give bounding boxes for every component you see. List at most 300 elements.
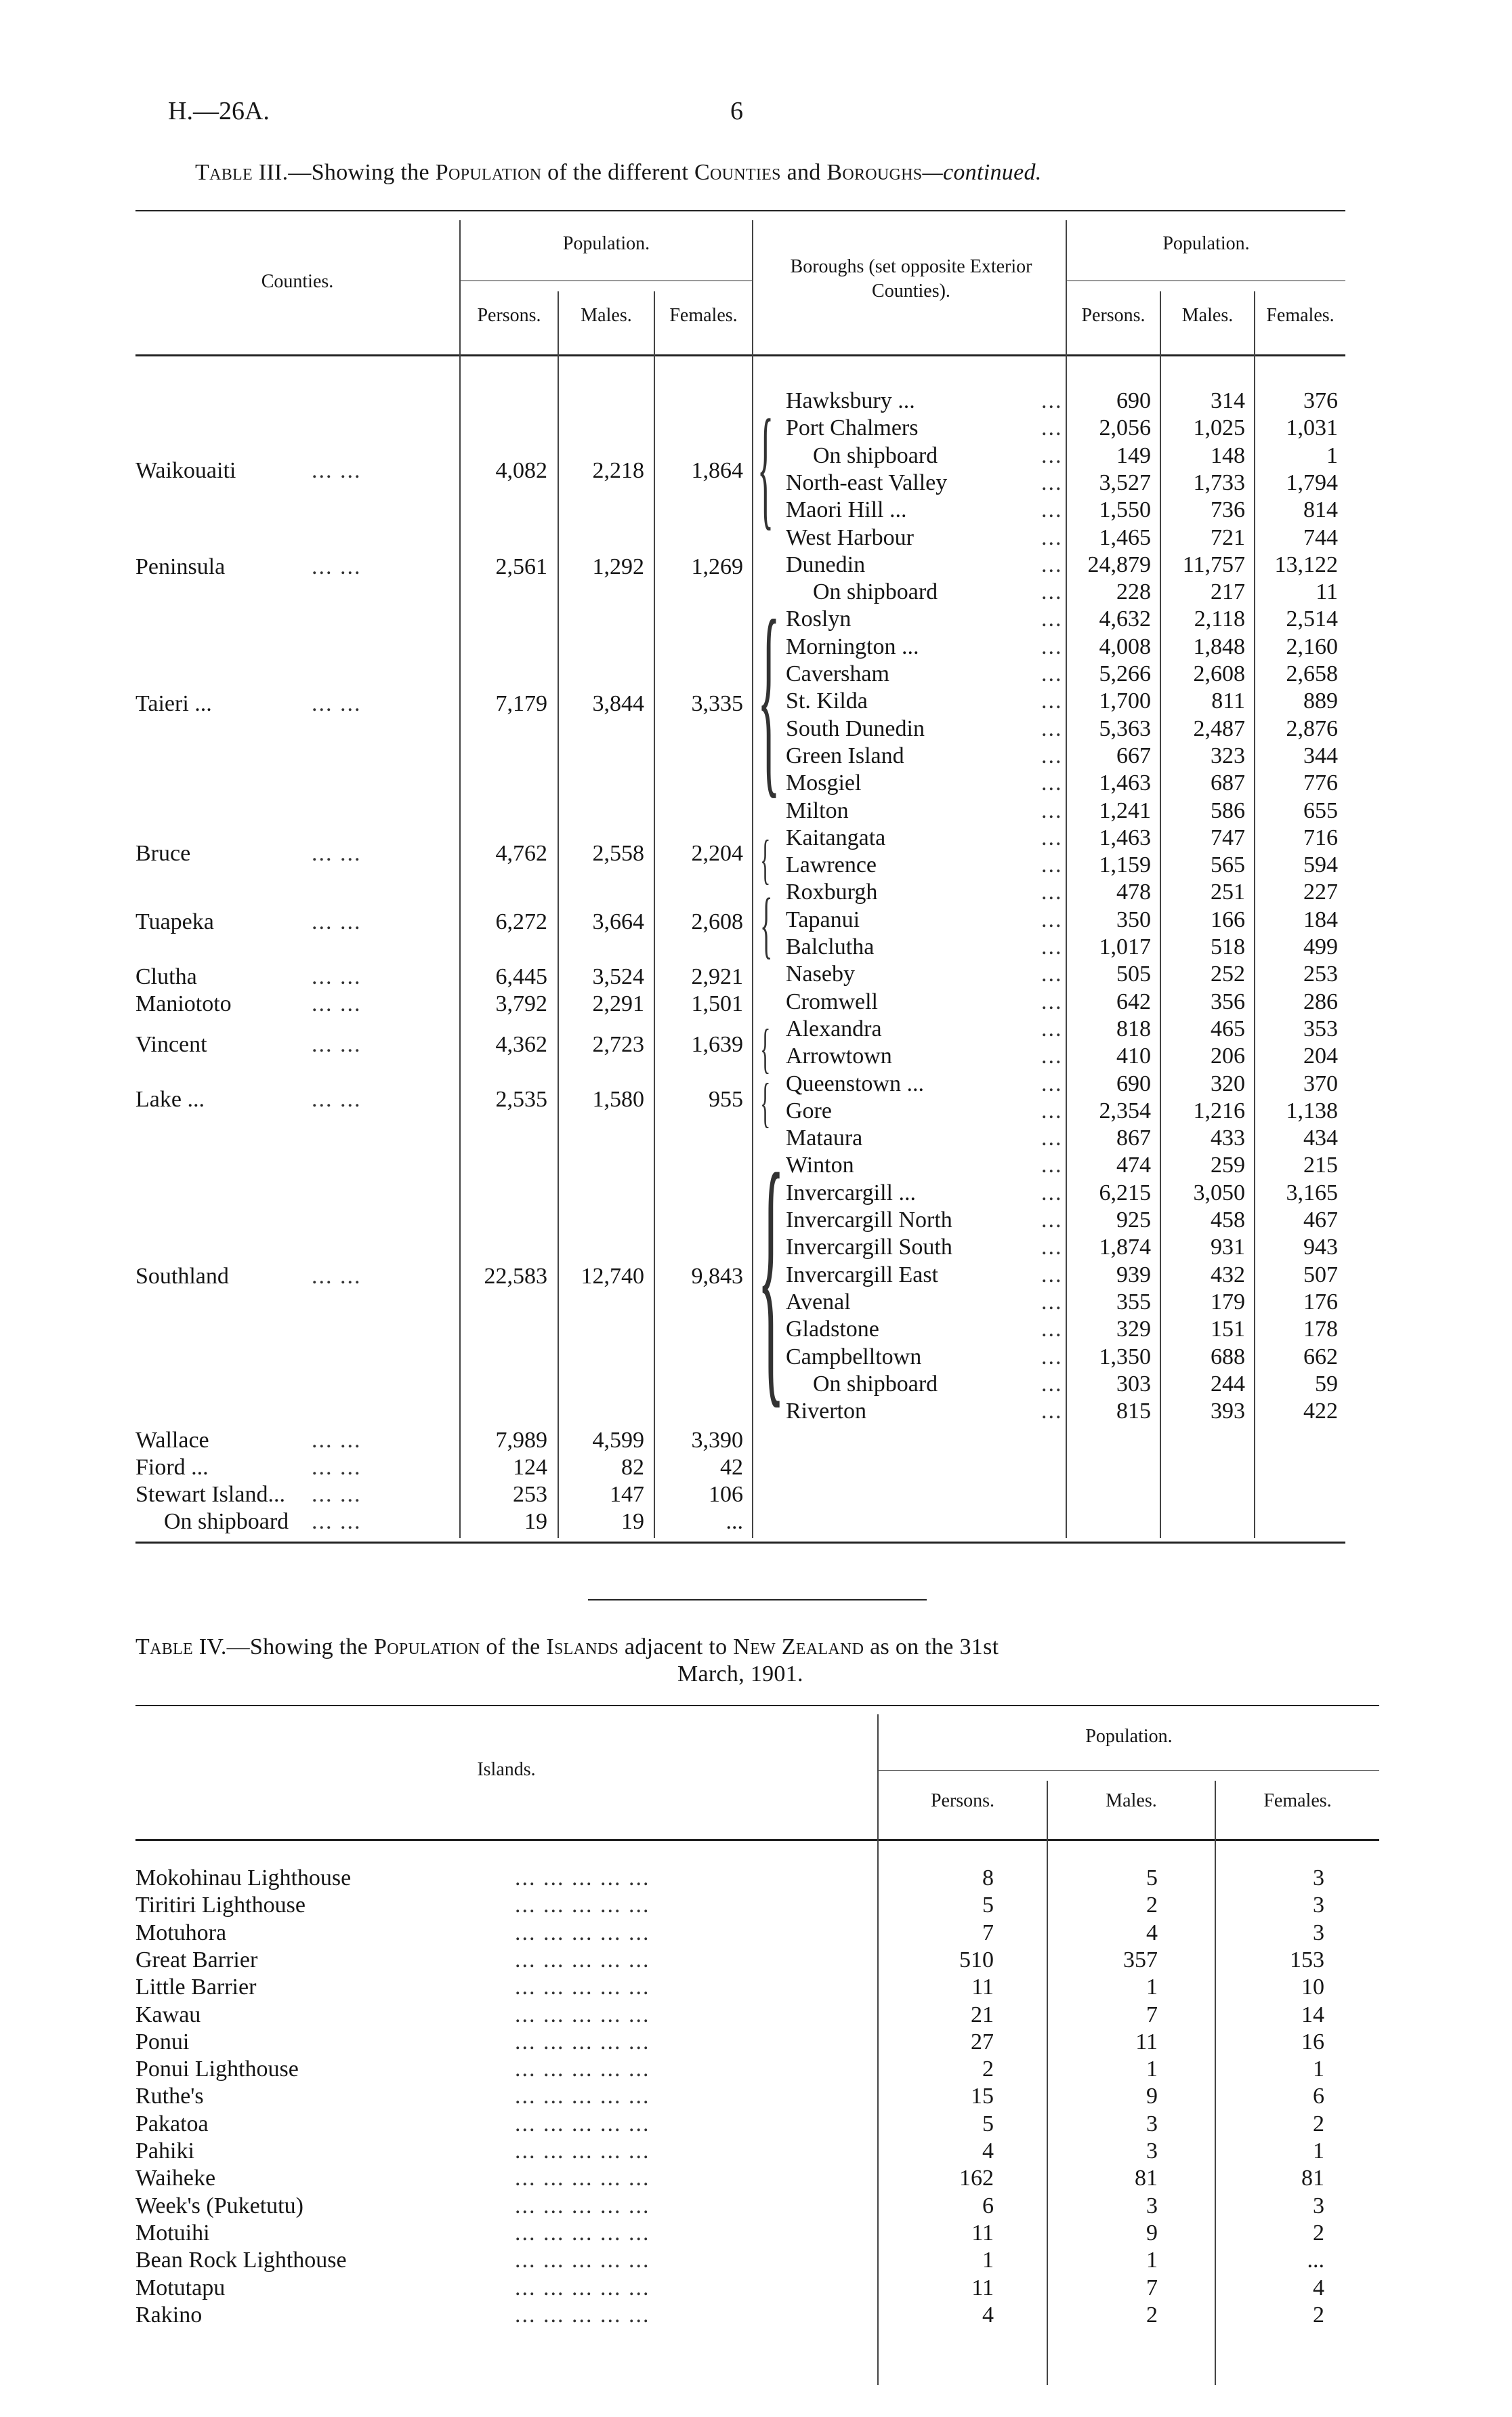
borough-males: 721 xyxy=(1211,525,1245,550)
borough-males: 736 xyxy=(1211,497,1245,522)
island-males: 3 xyxy=(1146,2111,1158,2136)
county-name: Maniototo xyxy=(135,991,232,1016)
leader-dots: ... xyxy=(1041,415,1063,440)
island-females: 3 xyxy=(1313,1865,1324,1891)
island-persons: 162 xyxy=(959,2166,994,2191)
county-row xyxy=(0,1508,752,1535)
county-males: 2,558 xyxy=(592,841,644,866)
borough-row xyxy=(0,1234,1348,1261)
borough-name: South Dunedin xyxy=(786,716,925,741)
island-row xyxy=(0,2029,1379,2056)
borough-males: 166 xyxy=(1211,907,1245,932)
island-females: 3 xyxy=(1313,2193,1324,2218)
borough-row xyxy=(0,1016,1348,1043)
county-name: Taieri ... xyxy=(135,691,212,716)
leader-dots: ... ... ... ... ... xyxy=(515,1975,650,2000)
island-row xyxy=(0,1947,1379,1974)
borough-females: 716 xyxy=(1303,825,1338,850)
island-row xyxy=(0,2193,1379,2220)
county-females: 2,204 xyxy=(691,841,743,866)
island-name: Ponui xyxy=(135,2029,190,2054)
borough-males: 179 xyxy=(1211,1289,1245,1315)
leader-dots: ... ... xyxy=(312,554,362,579)
leader-dots: ... ... xyxy=(312,841,362,866)
borough-females: 59 xyxy=(1315,1371,1338,1397)
col-females-counties: Females. xyxy=(669,305,738,326)
island-name: Motuihi xyxy=(135,2220,210,2246)
borough-persons: 350 xyxy=(1116,907,1151,932)
borough-persons: 690 xyxy=(1116,388,1151,413)
leader-dots: ... ... ... ... ... xyxy=(515,2111,650,2136)
borough-males: 2,118 xyxy=(1194,606,1245,632)
island-females: 3 xyxy=(1313,1920,1324,1945)
borough-females: 1,031 xyxy=(1286,415,1338,440)
col-persons-boroughs: Persons. xyxy=(1081,305,1146,326)
borough-persons: 939 xyxy=(1116,1262,1151,1287)
col-counties: Counties. xyxy=(261,271,334,292)
borough-females: 344 xyxy=(1303,743,1338,768)
leader-dots: ... xyxy=(1041,470,1063,495)
borough-persons: 4,632 xyxy=(1099,606,1151,632)
leader-dots: ... xyxy=(1041,1207,1063,1233)
borough-row xyxy=(0,497,1348,524)
county-persons: 253 xyxy=(513,1482,547,1507)
borough-persons: 4,008 xyxy=(1099,634,1151,659)
island-females: 10 xyxy=(1301,1975,1324,2000)
borough-males: 217 xyxy=(1211,579,1245,604)
leader-dots: ... ... ... ... ... xyxy=(515,2139,650,2164)
county-name: On shipboard xyxy=(164,1509,289,1534)
leader-dots: ... xyxy=(1041,1289,1063,1315)
borough-females: 744 xyxy=(1303,525,1338,550)
island-persons: 7 xyxy=(982,1920,994,1945)
borough-persons: 149 xyxy=(1116,443,1151,468)
leader-dots: ... ... xyxy=(312,909,362,934)
county-name: Vincent xyxy=(135,1032,207,1057)
table4-title: Table IV.—Showing the Population of the Islands adjacent to New Zealand as on the 31st xyxy=(135,1634,999,1659)
island-name: Ruthe's xyxy=(135,2084,204,2109)
county-males: 3,664 xyxy=(592,909,644,934)
county-females: 9,843 xyxy=(691,1264,743,1289)
island-name: Rakino xyxy=(135,2302,203,2328)
borough-row xyxy=(0,1180,1348,1207)
borough-persons: 1,017 xyxy=(1099,934,1151,959)
borough-name: Invercargill ... xyxy=(786,1180,916,1205)
borough-name: Dunedin xyxy=(786,552,866,577)
leader-dots: ... xyxy=(1041,552,1063,577)
borough-females: 227 xyxy=(1303,880,1338,905)
borough-males: 518 xyxy=(1211,934,1245,959)
borough-females: 2,658 xyxy=(1286,661,1338,686)
island-name: Ponui Lighthouse xyxy=(135,2057,299,2082)
leader-dots: ... ... xyxy=(312,1264,362,1289)
leader-dots: ... xyxy=(1041,907,1063,932)
island-males: 2 xyxy=(1146,1893,1158,1918)
county-row xyxy=(0,1481,752,1508)
borough-name: Alexandra xyxy=(786,1016,882,1041)
leader-dots: ... xyxy=(1041,388,1063,413)
county-name: Fiord ... xyxy=(135,1455,209,1480)
borough-females: 253 xyxy=(1303,962,1338,987)
leader-dots: ... xyxy=(1041,525,1063,550)
leader-dots: ... ... ... ... ... xyxy=(515,2248,650,2273)
borough-males: 3,050 xyxy=(1193,1180,1245,1205)
county-males: 2,291 xyxy=(592,991,644,1016)
borough-females: 376 xyxy=(1303,388,1338,413)
borough-persons: 1,350 xyxy=(1099,1344,1151,1369)
borough-name: Avenal xyxy=(786,1289,851,1315)
borough-males: 586 xyxy=(1211,798,1245,823)
borough-males: 432 xyxy=(1211,1262,1245,1287)
col-females-islands: Females. xyxy=(1263,1790,1332,1811)
island-males: 3 xyxy=(1146,2139,1158,2164)
island-females: 4 xyxy=(1313,2275,1324,2300)
leader-dots: ... xyxy=(1041,634,1063,659)
borough-females: 370 xyxy=(1303,1071,1338,1096)
borough-name: Roxburgh xyxy=(786,880,878,905)
leader-dots: ... xyxy=(1041,1153,1063,1178)
island-persons: 21 xyxy=(971,2002,994,2027)
borough-name: Balclutha xyxy=(786,934,875,959)
island-name: Little Barrier xyxy=(135,1975,257,2000)
island-row xyxy=(0,2275,1379,2302)
leader-dots: ... xyxy=(1041,688,1063,714)
borough-males: 251 xyxy=(1211,880,1245,905)
island-females: 81 xyxy=(1301,2166,1324,2191)
col-islands: Islands. xyxy=(477,1759,536,1780)
leader-dots: ... ... ... ... ... xyxy=(515,2029,650,2054)
county-persons: 22,583 xyxy=(484,1264,547,1289)
county-females: 42 xyxy=(720,1455,743,1480)
island-females: 2 xyxy=(1313,2302,1324,2328)
borough-name: Campbelltown xyxy=(786,1344,922,1369)
borough-name: Hawksbury ... xyxy=(786,388,915,413)
island-males: 5 xyxy=(1146,1865,1158,1891)
borough-name: Winton xyxy=(786,1153,854,1178)
county-males: 1,292 xyxy=(592,554,644,579)
borough-row xyxy=(0,825,1348,852)
borough-row xyxy=(0,1098,1348,1125)
borough-persons: 1,241 xyxy=(1099,798,1151,823)
borough-persons: 474 xyxy=(1116,1153,1151,1178)
county-females: 1,269 xyxy=(691,554,743,579)
borough-females: 178 xyxy=(1303,1317,1338,1342)
county-males: 2,218 xyxy=(592,458,644,483)
island-name: Week's (Puketutu) xyxy=(135,2193,303,2218)
borough-persons: 867 xyxy=(1116,1125,1151,1151)
island-persons: 5 xyxy=(982,2111,994,2136)
island-row xyxy=(0,2302,1379,2329)
county-males: 12,740 xyxy=(581,1264,644,1289)
county-males: 19 xyxy=(621,1509,644,1534)
borough-females: 184 xyxy=(1303,907,1338,932)
leader-dots: ... ... ... ... ... xyxy=(515,2166,650,2191)
county-persons: 6,272 xyxy=(495,909,547,934)
borough-name: Lawrence xyxy=(786,852,877,877)
borough-males: 688 xyxy=(1211,1344,1245,1369)
borough-males: 433 xyxy=(1211,1125,1245,1151)
borough-row xyxy=(0,770,1348,797)
island-row xyxy=(0,2220,1379,2247)
borough-name: Naseby xyxy=(786,962,855,987)
borough-males: 1,733 xyxy=(1193,470,1245,495)
leader-dots: ... xyxy=(1041,1317,1063,1342)
county-females: 955 xyxy=(709,1087,743,1112)
borough-name: Roslyn xyxy=(786,606,852,632)
borough-name: Invercargill South xyxy=(786,1235,952,1260)
borough-females: 1,794 xyxy=(1286,470,1338,495)
borough-persons: 6,215 xyxy=(1099,1180,1151,1205)
leader-dots: ... ... ... ... ... xyxy=(515,1920,650,1945)
leader-dots: ... xyxy=(1041,1344,1063,1369)
borough-males: 458 xyxy=(1211,1207,1245,1233)
borough-name: Cromwell xyxy=(786,989,878,1014)
borough-persons: 642 xyxy=(1116,989,1151,1014)
borough-males: 2,487 xyxy=(1193,716,1245,741)
brace-southland: { xyxy=(757,1116,785,1431)
county-name: Southland xyxy=(135,1264,229,1289)
borough-persons: 1,465 xyxy=(1099,525,1151,550)
island-persons: 8 xyxy=(982,1865,994,1891)
island-name: Motutapu xyxy=(135,2275,226,2300)
island-name: Kawau xyxy=(135,2002,201,2027)
island-males: 357 xyxy=(1123,1947,1158,1972)
borough-females: 1 xyxy=(1326,443,1338,468)
borough-females: 176 xyxy=(1303,1289,1338,1315)
county-persons: 124 xyxy=(513,1455,547,1480)
borough-persons: 1,874 xyxy=(1099,1235,1151,1260)
island-males: 1 xyxy=(1146,2057,1158,2082)
borough-persons: 24,879 xyxy=(1087,552,1151,577)
borough-males: 747 xyxy=(1211,825,1245,850)
borough-row xyxy=(0,1371,1348,1398)
island-males: 9 xyxy=(1146,2084,1158,2109)
col-population-islands: Population. xyxy=(1085,1726,1173,1747)
island-row xyxy=(0,1974,1379,2001)
borough-row xyxy=(0,1262,1348,1289)
leader-dots: ... ... ... ... ... xyxy=(515,1893,650,1918)
island-females: 2 xyxy=(1313,2111,1324,2136)
col-population-counties: Population. xyxy=(562,233,650,254)
borough-females: 286 xyxy=(1303,989,1338,1014)
borough-persons: 1,463 xyxy=(1099,770,1151,796)
borough-females: 814 xyxy=(1303,497,1338,522)
leader-dots: ... xyxy=(1041,1399,1063,1424)
leader-dots: ... xyxy=(1041,716,1063,741)
borough-row xyxy=(0,879,1348,906)
borough-row xyxy=(0,524,1348,552)
borough-persons: 2,056 xyxy=(1099,415,1151,440)
island-females: 2 xyxy=(1313,2220,1324,2246)
county-persons: 2,561 xyxy=(495,554,547,579)
island-persons: 5 xyxy=(982,1893,994,1918)
leader-dots: ... ... xyxy=(312,1032,362,1057)
borough-females: 1,138 xyxy=(1286,1098,1338,1123)
brace-lake: { xyxy=(760,1073,771,1133)
leader-dots: ... xyxy=(1041,579,1063,604)
county-name: Stewart Island... xyxy=(135,1482,285,1507)
borough-persons: 5,266 xyxy=(1099,661,1151,686)
island-row xyxy=(0,2111,1379,2138)
borough-males: 1,025 xyxy=(1193,415,1245,440)
borough-row xyxy=(0,961,1348,988)
leader-dots: ... xyxy=(1041,497,1063,522)
borough-persons: 1,159 xyxy=(1099,852,1151,877)
island-males: 7 xyxy=(1146,2002,1158,2027)
borough-females: 2,160 xyxy=(1286,634,1338,659)
leader-dots: ... xyxy=(1041,1044,1063,1069)
island-males: 11 xyxy=(1135,2029,1158,2054)
county-row xyxy=(0,1427,752,1454)
borough-females: 467 xyxy=(1303,1207,1338,1233)
borough-males: 148 xyxy=(1211,443,1245,468)
borough-row xyxy=(0,388,1348,415)
borough-males: 931 xyxy=(1211,1235,1245,1260)
borough-row xyxy=(0,798,1348,825)
col-males-islands: Males. xyxy=(1106,1790,1157,1811)
borough-row xyxy=(0,1125,1348,1152)
island-row xyxy=(0,2247,1379,2274)
leader-dots: ... ... xyxy=(312,691,362,716)
borough-males: 2,608 xyxy=(1193,661,1245,686)
leader-dots: ... ... ... ... ... xyxy=(515,1865,650,1891)
island-males: 81 xyxy=(1135,2166,1158,2191)
island-name: Pahiki xyxy=(135,2139,194,2164)
leader-dots: ... ... xyxy=(312,1509,362,1534)
borough-row xyxy=(0,442,1348,470)
borough-persons: 329 xyxy=(1116,1317,1151,1342)
col-males-counties: Males. xyxy=(581,305,632,326)
island-females: 1 xyxy=(1313,2057,1324,2082)
leader-dots: ... ... ... ... ... xyxy=(515,1947,650,1972)
borough-males: 320 xyxy=(1211,1071,1245,1096)
county-persons: 4,082 xyxy=(495,458,547,483)
borough-females: 422 xyxy=(1303,1399,1338,1424)
county-males: 2,723 xyxy=(592,1032,644,1057)
borough-name: Gladstone xyxy=(786,1317,879,1342)
county-males: 4,599 xyxy=(592,1428,644,1453)
borough-row xyxy=(0,688,1348,715)
county-name: Waikouaiti xyxy=(135,458,236,483)
borough-females: 499 xyxy=(1303,934,1338,959)
borough-persons: 505 xyxy=(1116,962,1151,987)
borough-males: 687 xyxy=(1211,770,1245,796)
leader-dots: ... xyxy=(1041,962,1063,987)
leader-dots: ... xyxy=(1041,1125,1063,1151)
brace-vincent: { xyxy=(760,1019,771,1079)
borough-name: St. Kilda xyxy=(786,688,868,714)
borough-name: Mataura xyxy=(786,1125,863,1151)
borough-males: 314 xyxy=(1211,388,1245,413)
borough-row xyxy=(0,716,1348,743)
county-persons: 19 xyxy=(524,1509,547,1534)
borough-females: 507 xyxy=(1303,1262,1338,1287)
island-row xyxy=(0,2056,1379,2083)
borough-persons: 228 xyxy=(1116,579,1151,604)
col-persons-islands: Persons. xyxy=(930,1790,995,1811)
borough-name: Caversham xyxy=(786,661,889,686)
borough-row xyxy=(0,1043,1348,1070)
island-persons: 1 xyxy=(982,2248,994,2273)
leader-dots: ... xyxy=(1041,934,1063,959)
borough-persons: 3,527 xyxy=(1099,470,1151,495)
leader-dots: ... ... xyxy=(312,1087,362,1112)
borough-males: 811 xyxy=(1211,688,1245,714)
leader-dots: ... xyxy=(1041,743,1063,768)
county-males: 3,844 xyxy=(592,691,644,716)
borough-females: 3,165 xyxy=(1286,1180,1338,1205)
leader-dots: ... xyxy=(1041,852,1063,877)
island-males: 2 xyxy=(1146,2302,1158,2328)
island-persons: 4 xyxy=(982,2302,994,2328)
island-persons: 4 xyxy=(982,2139,994,2164)
borough-females: 13,122 xyxy=(1274,552,1338,577)
borough-persons: 478 xyxy=(1116,880,1151,905)
island-row xyxy=(0,1865,1379,1892)
borough-name: North-east Valley xyxy=(786,470,948,495)
county-females: 2,921 xyxy=(691,964,743,989)
island-row xyxy=(0,2138,1379,2165)
borough-males: 259 xyxy=(1211,1153,1245,1178)
county-males: 3,524 xyxy=(592,964,644,989)
borough-row xyxy=(0,1071,1348,1098)
borough-row xyxy=(0,1344,1348,1371)
county-females: 1,639 xyxy=(691,1032,743,1057)
island-females: 6 xyxy=(1313,2084,1324,2109)
separator-rule xyxy=(588,1599,927,1600)
leader-dots: ... xyxy=(1041,443,1063,468)
island-persons: 27 xyxy=(971,2029,994,2054)
borough-name: Green Island xyxy=(786,743,904,768)
borough-females: 434 xyxy=(1303,1125,1338,1151)
borough-persons: 303 xyxy=(1116,1371,1151,1397)
leader-dots: ... xyxy=(1041,1098,1063,1123)
county-males: 1,580 xyxy=(592,1087,644,1112)
leader-dots: ... ... xyxy=(312,964,362,989)
borough-row xyxy=(0,1289,1348,1316)
borough-females: 215 xyxy=(1303,1153,1338,1178)
borough-name: Kaitangata xyxy=(786,825,886,850)
borough-persons: 410 xyxy=(1116,1044,1151,1069)
county-name: Bruce xyxy=(135,841,191,866)
county-persons: 4,362 xyxy=(495,1032,547,1057)
borough-persons: 1,700 xyxy=(1099,688,1151,714)
borough-persons: 2,354 xyxy=(1099,1098,1151,1123)
island-name: Bean Rock Lighthouse xyxy=(135,2248,347,2273)
county-name: Peninsula xyxy=(135,554,226,579)
borough-name: Invercargill East xyxy=(786,1262,939,1287)
leader-dots: ... xyxy=(1041,825,1063,850)
leader-dots: ... ... ... ... ... xyxy=(515,2002,650,2027)
borough-row xyxy=(0,606,1348,633)
borough-males: 1,848 xyxy=(1193,634,1245,659)
borough-name: Gore xyxy=(786,1098,832,1123)
borough-row xyxy=(0,1152,1348,1179)
borough-persons: 925 xyxy=(1116,1207,1151,1233)
borough-persons: 355 xyxy=(1116,1289,1151,1315)
leader-dots: ... xyxy=(1041,770,1063,796)
leader-dots: ... ... xyxy=(312,1482,362,1507)
leader-dots: ... ... ... ... ... xyxy=(515,2275,650,2300)
county-females: 3,335 xyxy=(691,691,743,716)
island-males: 7 xyxy=(1146,2275,1158,2300)
county-males: 147 xyxy=(610,1482,644,1507)
island-name: Waiheke xyxy=(135,2166,216,2191)
borough-row xyxy=(0,470,1348,497)
borough-name: Queenstown ... xyxy=(786,1071,924,1096)
borough-name: Mosgiel xyxy=(786,770,862,796)
island-females: ... xyxy=(1307,2248,1324,2273)
